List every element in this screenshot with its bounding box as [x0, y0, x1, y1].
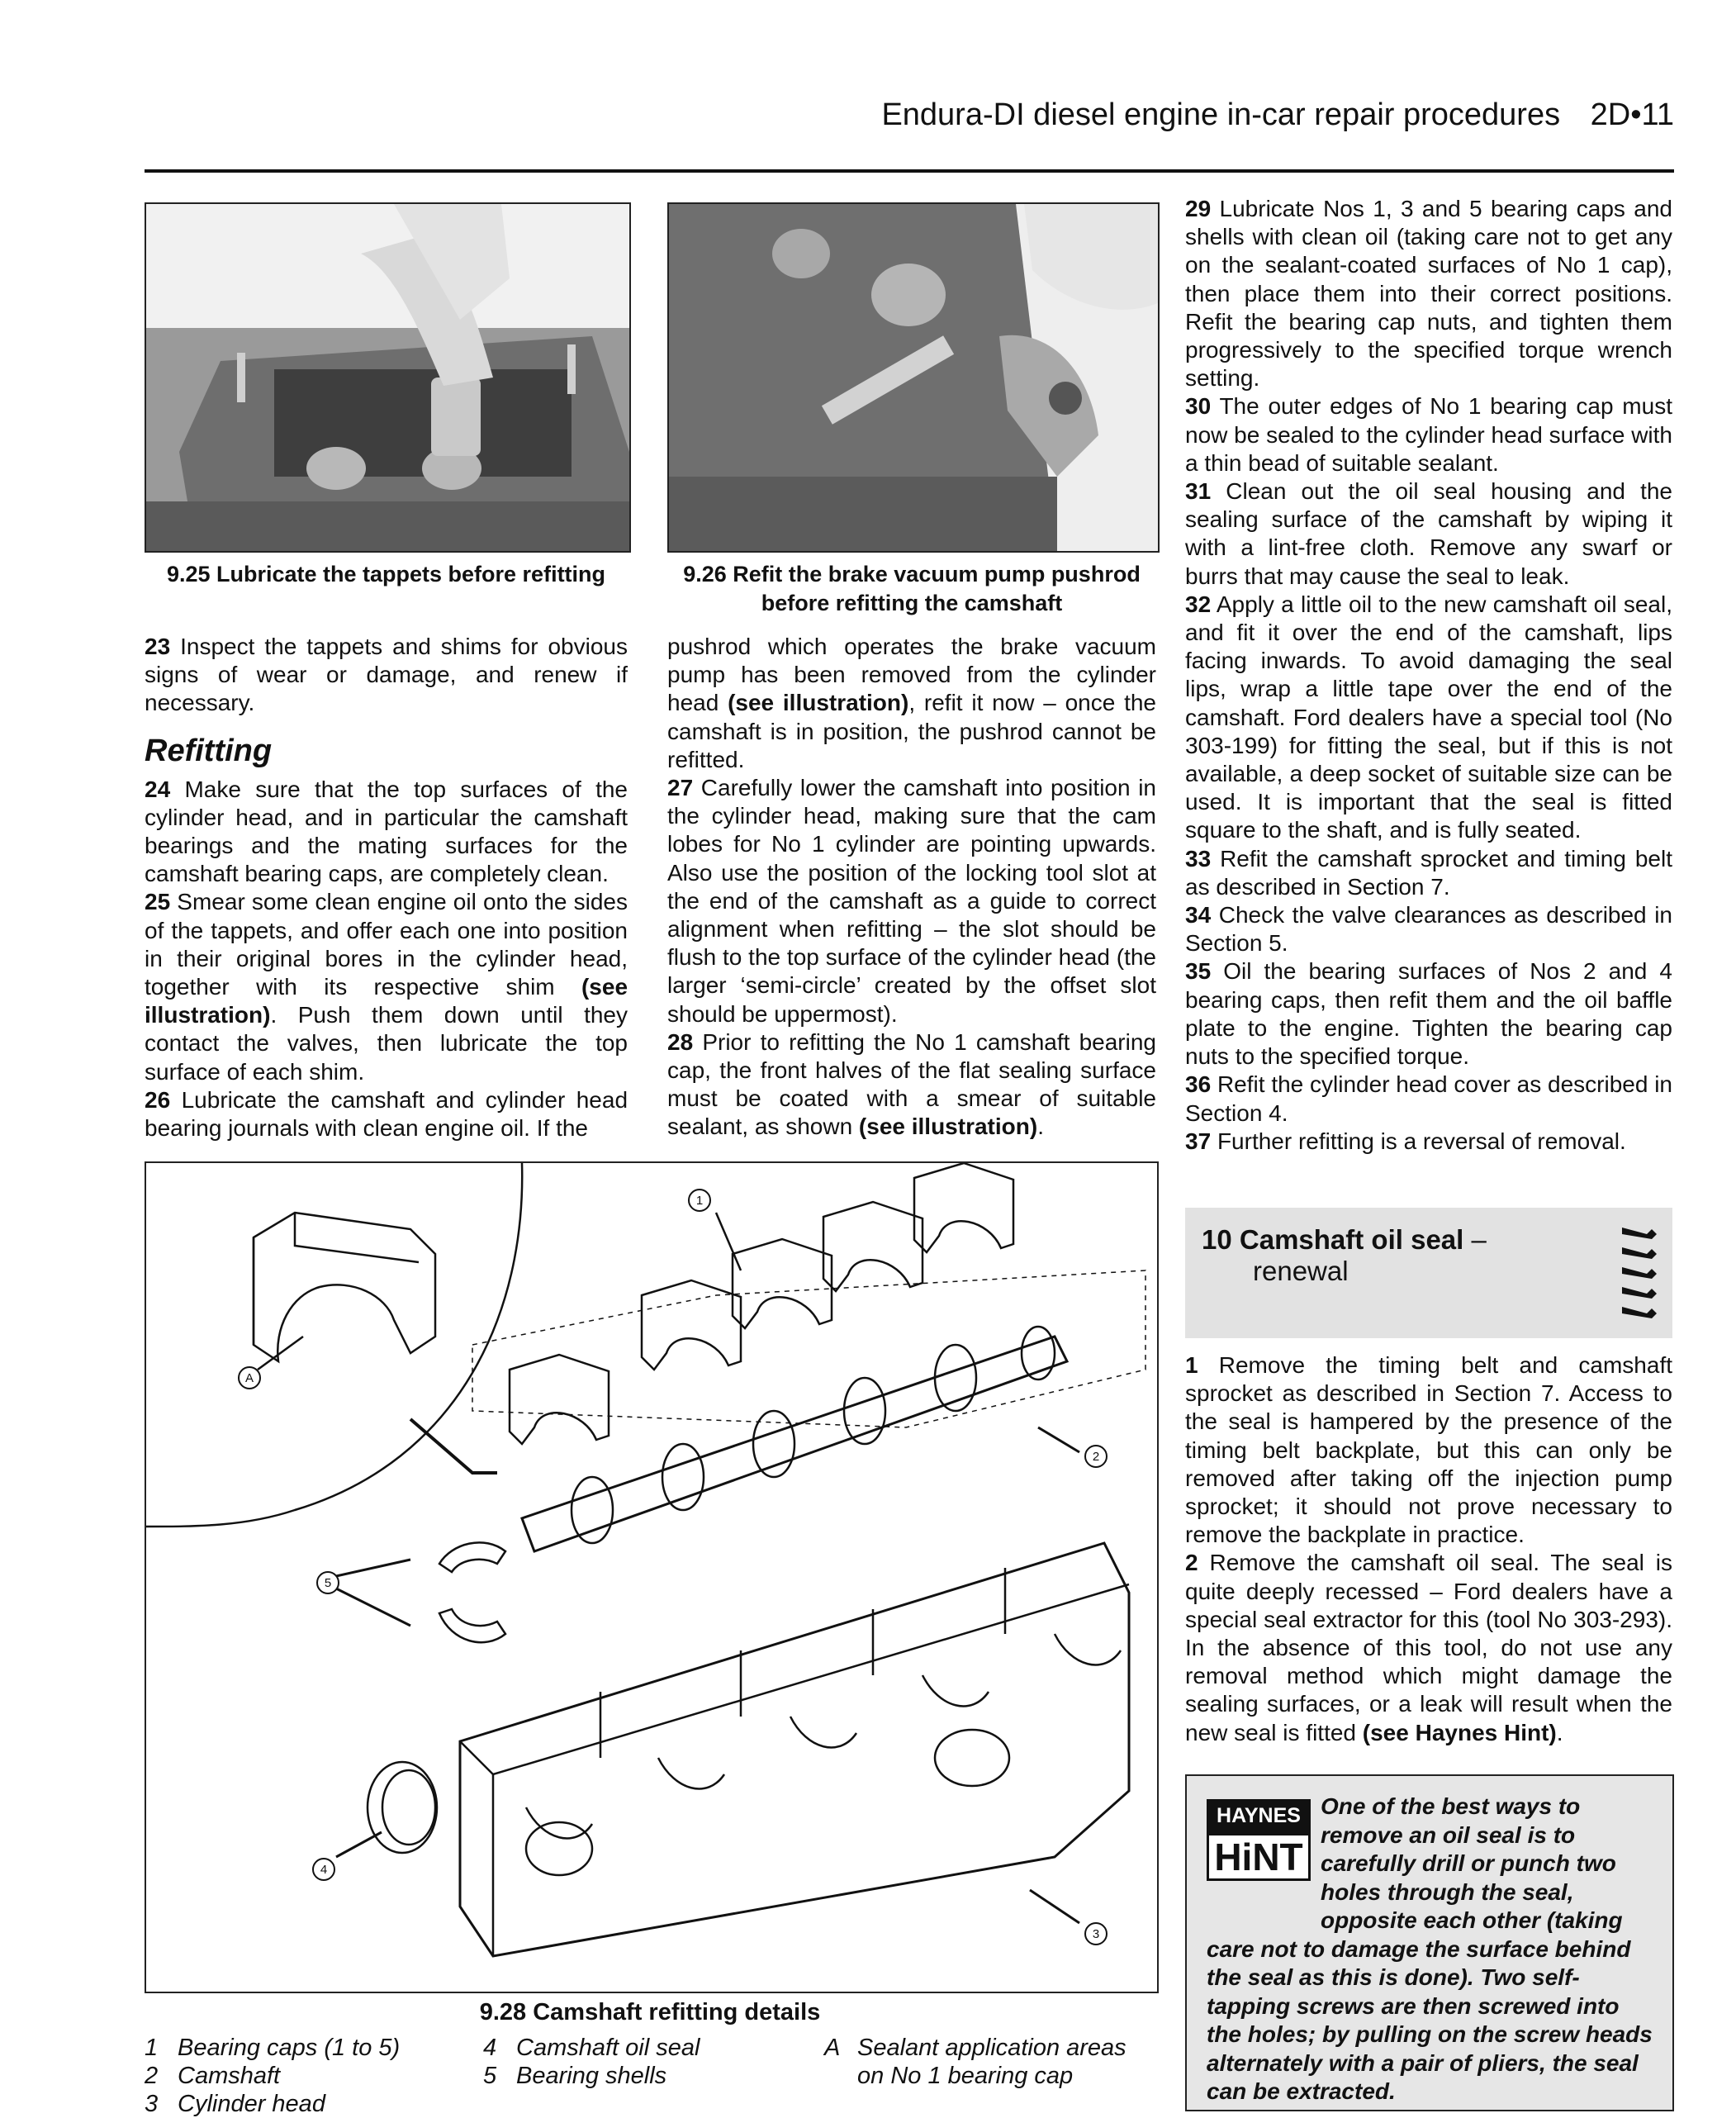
- figure-caption: 9.28 Camshaft refitting details: [479, 1999, 821, 2025]
- legend-item: 1 Bearing caps (1 to 5): [145, 2035, 401, 2061]
- page-number: 2D•11: [1590, 97, 1674, 132]
- haynes-hint-logo: [1207, 1799, 1311, 1881]
- svg-text:A: A: [244, 1371, 254, 1385]
- photo-tappets-caption: 9.25 Lubricate the tappets before refitting: [166, 562, 606, 586]
- section-10-heading-box: [1185, 1208, 1672, 1338]
- paragraph-24: 24 Make sure that the top surfaces of the cylinder head, and in particular the camshaft bearings and the mating surfaces for the camshaft bearing caps, are completely clean.: [145, 776, 628, 887]
- photo-pushrod: [667, 202, 1160, 553]
- paragraph-36: 36 Refit the cylinder head cover as described in Section 4.: [1185, 1071, 1672, 1126]
- exploded-view-diagram: [146, 1163, 1157, 1992]
- callout-4: [313, 1859, 334, 1880]
- header-rule: [145, 169, 1674, 173]
- logo-haynes: HAYNES: [1207, 1799, 1311, 1833]
- svg-text:5: 5: [324, 1576, 332, 1590]
- paragraph-34: 34 Check the valve clearances as described in Section 5.: [1185, 902, 1672, 957]
- figure-camshaft-refitting: [145, 1161, 1159, 1993]
- svg-text:4: 4: [320, 1863, 328, 1877]
- svg-text:2: 2: [1092, 1450, 1100, 1464]
- legend-item: A Sealant application areas on No 1 bearing cap: [824, 2035, 1127, 2089]
- legend-item: 4 Camshaft oil seal: [483, 2035, 700, 2061]
- callout-1: [689, 1190, 710, 1211]
- callout-2: [1085, 1446, 1107, 1467]
- column-2: [667, 633, 1156, 1142]
- paragraph-37: 37 Further refitting is a reversal of removal.: [1185, 1128, 1626, 1154]
- figure-legend-col-2: [483, 2034, 700, 2090]
- difficulty-wrench-icon: [1618, 1223, 1659, 1323]
- column-3: [1185, 195, 1672, 1156]
- svg-text:1: 1: [695, 1194, 704, 1208]
- paragraph-31: 31 Clean out the oil seal housing and the sealing surface of the camshaft by wiping it with a lint-free cloth. Remove any swarf or burrs that may cause the seal to leak.: [1185, 478, 1672, 589]
- photo-tappets: [145, 202, 631, 553]
- paragraph-26: 26 Lubricate the camshaft and cylinder head bearing journals with clean engine oil. If the: [145, 1086, 628, 1142]
- callout-a: [239, 1367, 260, 1389]
- section-10-subtitle: renewal: [1253, 1256, 1349, 1286]
- page-title: Endura-DI diesel engine in-car repair procedures: [881, 97, 1561, 132]
- paragraph-33: 33 Refit the camshaft sprocket and timing belt as described in Section 7.: [1185, 845, 1672, 900]
- callout-3: [1085, 1923, 1107, 1945]
- paragraph-28: 28 Prior to refitting the No 1 camshaft bearing cap, the front halves of the flat sealing surface must be coated with a smear of suitable sealant, as shown (see illustration).: [667, 1028, 1156, 1140]
- callout-5: [317, 1572, 339, 1593]
- legend-item: 2 Camshaft: [145, 2063, 281, 2089]
- figure-legend-col-1: [145, 2034, 400, 2118]
- section-10-text: [1185, 1351, 1672, 1747]
- figure-legend-col-3: [824, 2034, 1155, 2090]
- photo-pushrod-caption: 9.26 Refit the brake vacuum pump pushrod before refitting the camshaft: [683, 562, 1141, 616]
- section-10-paragraph-1: 1 Remove the timing belt and camshaft sprocket as described in Section 7. Access to the seal is hampered by the presence of the timing belt backplate, but this can only be removed after taking off the injection pump sprocket; it should not prove necessary to remove the backplate in practice.: [1185, 1352, 1673, 1548]
- paragraph-30: 30 The outer edges of No 1 bearing cap must now be sealed to the cylinder head surface with a thin bead of suitable sealant.: [1185, 393, 1672, 476]
- paragraph-35: 35 Oil the bearing surfaces of Nos 2 and 4 bearing caps, then refit them and the oil baffle plate to the engine. Tighten the bearing cap nuts to the specified torque.: [1185, 958, 1672, 1070]
- svg-text:3: 3: [1092, 1927, 1100, 1941]
- paragraph-29: 29 Lubricate Nos 1, 3 and 5 bearing caps and shells with clean oil (taking care not to get any on the sealant-coated surfaces of No 1 cap), then place them into their correct positions. Refit the bearing cap nuts, and tighten them progressively to the specified torque wrench setting.: [1185, 196, 1672, 392]
- hint-text: One of the best ways to remove an oil seal is to carefully drill or punch two holes through the seal, opposite each other (taking care not to damage the surface behind the seal as this is done). Two self-tapping screws are then screwed into the holes; by pulling on the screw heads alternately with a pair of pliers, the seal can be extracted.: [1207, 1793, 1653, 2104]
- legend-item: 3 Cylinder head: [145, 2091, 325, 2117]
- logo-hint: HiNT: [1207, 1833, 1311, 1881]
- paragraph-32: 32 Apply a little oil to the new camshaft oil seal, and fit it over the end of the camshaft, lips facing inwards. To avoid damaging the seal lips, wrap a little tape over the end of the camshaft. Ford dealers have a special tool (No 303-199) for fitting the seal, but if this is not available, a deep socket of suitable size can be used. It is important that the seal is fitted square to the shaft, and is fully seated.: [1185, 591, 1672, 843]
- haynes-hint-box: [1185, 1774, 1674, 2111]
- paragraph-27: 27 Carefully lower the camshaft into position in the cylinder head, making sure that the cam lobes for No 1 cylinder are pointing upwards. Also use the position of the locking tool slot at the end of the camshaft as a guide to correct alignment when refitting – the slot should be flush to the top surface of the cylinder head (the larger ‘semi-circle’ created by the offset slot should be uppermost).: [667, 775, 1156, 1027]
- legend-item: 5 Bearing shells: [483, 2063, 667, 2089]
- page-header: [145, 97, 1674, 137]
- section-10-paragraph-2: 2 Remove the camshaft oil seal. The seal is quite deeply recessed – Ford dealers have a special seal extractor for this (tool No 303-293). In the absence of this tool, do not use any removal method which might damage the sealing surfaces, or a leak will result when the new seal is fitted (see Haynes Hint).: [1185, 1550, 1673, 1745]
- column-1: [145, 633, 628, 1142]
- heading-refitting: Refitting: [145, 733, 273, 768]
- paragraph-25: 25 Smear some clean engine oil onto the sides of the tappets, and offer each one into position in their original bores in the cylinder head, together with its respective shim (see illustration). Push them down until they contact the valves, then lubricate the top surface of each shim.: [145, 889, 628, 1085]
- paragraph-26-continued: pushrod which operates the brake vacuum pump has been removed from the cylinder head (see illustration), refit it now – once the camshaft is in position, the pushrod cannot be refitted.: [667, 634, 1157, 772]
- section-10-title: 10 Camshaft oil seal –: [1202, 1224, 1487, 1255]
- paragraph-23: 23 Inspect the tappets and shims for obvious signs of wear or damage, and renew if necessary.: [145, 634, 628, 716]
